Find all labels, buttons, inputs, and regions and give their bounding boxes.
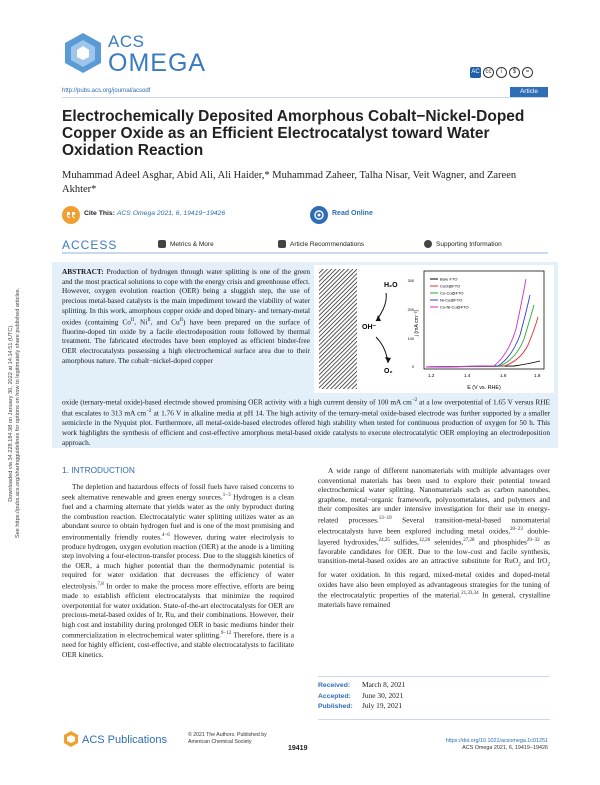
ref-link[interactable]: 13−19 [378, 515, 392, 521]
noncommercial-icon: $ [509, 67, 520, 78]
logo-acs-text: ACS [108, 32, 145, 51]
published-label: Published: [318, 703, 353, 710]
cite-journal[interactable]: ACS Omega [116, 210, 156, 217]
published-date: July 19, 2021 [362, 701, 403, 710]
toc-electrode [319, 269, 357, 389]
publisher-name: ACS Publications [82, 734, 167, 746]
acs-hexagon-icon [62, 32, 104, 74]
ref-link[interactable]: 9−12 [220, 631, 232, 637]
toc-legend-3: Cu-Co@FTO [440, 290, 464, 296]
ref-link[interactable]: 20−23 [510, 526, 523, 532]
download-notice [3, 228, 27, 598]
abstract-text-top: ABSTRACT: Production of hydrogen through water splitting is one of the green and the most practical solutions to cope with the energy crisis and greenhouse effect. However, oxygen evolution reaction (OER) being a sluggish step, the use of precious metal-based catalysts is the main impediment toward the viability of water splitting. In this work, amorphous copper oxide and doped binary- and ternary-metal oxides (containing $Co^{II}$, $Ni^{II}$, and $Cu^{II}$) have been prepared on the surface of fluorine-doped tin oxide by a facile electrodeposition route followed by thermal treatment. The fabricated electrodes have been employed as efficient binder-free OER electrocatalysts possessing a high electrochemical surface area due to their amorphous nature. The cobalt−nickel-doped copper [62, 267, 311, 365]
toc-legend-4: Ni-Cu@FTO [440, 297, 463, 303]
ref-link[interactable]: 7,8 [97, 581, 104, 587]
ref-link[interactable]: 27,28 [463, 537, 475, 543]
journal-url-bar [62, 88, 548, 98]
access-bar [62, 238, 548, 254]
copyright-notice: © 2021 The Authors. Published by American Chemical Society [188, 732, 267, 745]
accepted-label: Accepted: [318, 692, 351, 700]
toc-xtick-2: 1.4 [464, 373, 471, 378]
citation-text [84, 210, 225, 217]
supporting-info-link[interactable]: Supporting Information [436, 241, 502, 248]
author-list: Muhammad Adeel Asghar, Abid Ali, Ali Haider,* Muhammad Zaheer, Talha Nisar, Veit Wagner, and Zareen Akhter* [62, 170, 517, 195]
toc-ytick-1: 0 [411, 365, 414, 369]
journal-logo[interactable] [62, 30, 207, 78]
accepted-date: June 30, 2021 [362, 690, 404, 700]
download-notice-line2: See https://pubs.acs.org/sharingguidelines for options on how to legitimately share published articles. [15, 287, 21, 539]
article-dates [318, 676, 550, 720]
doi-link[interactable]: https://doi.org/10.1021/acsomega.1c01251 [445, 738, 548, 744]
toc-x-label: E (V vs. RHE) [467, 385, 501, 391]
access-heading: ACCESS [62, 238, 118, 252]
ref-link[interactable]: 1−3 [222, 493, 231, 499]
ref-link[interactable]: 24,25 [378, 537, 390, 543]
recommendations-link[interactable]: Article Recommendations [290, 241, 365, 248]
abstract-text-bottom: oxide (ternary-metal oxide)-based electrode showed promising OER activity with a high current density of 100 mA $cm^{-2}$ at a low overpotential of 1.65 V versus RHE that escalates to 313 mA $cm^{-2}$ at 1.76 V in alkaline media at pH 14. The high activity of the ternary-metal oxide-based electrode was further supported by a smaller semicircle in the Nyquist plot. Furthermore, all metal-oxide-based electrodes offered high stability when tested for continuous production of oxygen for 50 h. This work highlights the synthesis of efficient and cost-effective amorphous metal-based oxide catalysts to execute electrocatalytic OER employing an electrodeposition approach. [62, 397, 551, 447]
toc-ytick-4: 300 [407, 279, 414, 283]
author-choice-icon: AC [470, 67, 481, 78]
cite-icon[interactable] [62, 206, 80, 224]
toc-ytick-3: 200 [407, 308, 414, 312]
toc-o2-label: O₂ [384, 368, 393, 375]
supporting-info-icon [424, 240, 432, 248]
ref-link[interactable]: 29−32 [526, 537, 540, 543]
section-heading-introduction: 1. INTRODUCTION [62, 465, 135, 475]
body-column-right [318, 466, 550, 610]
doi-block [446, 738, 548, 752]
toc-xtick-3: 1.6 [500, 373, 507, 378]
body-column-left [62, 466, 294, 659]
toc-chart [408, 271, 544, 391]
journal-url-link[interactable]: http://pubs.acs.org/journal/acsodf [62, 88, 151, 94]
ref-link[interactable]: 4−6 [161, 532, 170, 538]
doi-reference: ACS Omega 2021, 6, 19419−19426 [462, 745, 548, 751]
toc-xtick-4: 1.8 [534, 373, 541, 378]
toc-ytick-2: 100 [407, 337, 414, 341]
article-title: Electrochemically Deposited Amorphous Cobalt−Nickel-Doped Copper Oxide as an Efficient Electrocatalyst toward Water Oxidation Reaction [62, 108, 525, 159]
article-type-badge: Article [510, 87, 548, 97]
toc-legend-5: Co-Ni-Cu@FTO [440, 304, 469, 310]
toc-graphic [314, 265, 554, 393]
creative-commons-icon: cc [483, 67, 494, 78]
read-online-icon[interactable] [310, 206, 328, 224]
toc-y-label: j (mA cm⁻²) [414, 309, 420, 337]
intro-paragraph-1: The depletion and hazardous effects of fossil fuels have raised concerns to seek alternative renewable and green energy sources.$^{1-3}$ Hydrogen is a clean fuel and a charming alternate that yields water as the only byproduct during the combustion reaction. Electrocatalytic water splitting utilizes water as an abundant source to obtain hydrogen fuel and is one of the most promising and environmentally friendly routes.$^{4-6}$ However, during water electrolysis to produce hydrogen, oxygen evolution reaction (OER) at the anode is a limiting step involving a four-electron-transfer process. Due to the sluggish kinetics of the OER, a much higher potential than the thermodynamic potential is required for water oxidation that decreases the efficiency of water electrolysis.$^{7,8}$ In order to make the process more effective, efforts are being made to establish efficient electrocatalysts that minimize the required overpotential for water oxidation. State-of-the-art electrocatalysts for OER are precious-metal-based oxides of Ir, Ru, and their combinations. However, their high cost and instability during prolonged OER in basic mediums hinder their commercialization in electrochemical water splitting.$^{9-12}$ Therefore, there is a need for highly efficient, cost-effective, and stable electrocatalysts to facilitate OER kinetics. [62, 481, 295, 659]
attribution-icon: i [496, 67, 507, 78]
abstract-label: ABSTRACT: [62, 267, 104, 276]
toc-oh-label: OH⁻ [362, 324, 377, 331]
abstract-box [52, 262, 558, 448]
license-icons [470, 67, 533, 79]
received-label: Received: [318, 682, 351, 689]
toc-legend-2: CuO@FTO [440, 283, 461, 289]
cite-bar [62, 206, 548, 224]
acs-publications-icon [62, 730, 80, 748]
toc-legend-1: Bare FTO [440, 276, 458, 282]
recommendations-icon [278, 240, 286, 248]
cite-label: Cite This: [84, 210, 115, 217]
toc-xtick-1: 1.2 [428, 373, 435, 378]
toc-h2o-label: H₂O [384, 282, 398, 289]
cite-reference[interactable]: 2021, 6, 19419−19426 [156, 210, 226, 217]
page-number: 19419 [288, 745, 308, 752]
ref-link[interactable]: 21,33,34 [461, 591, 479, 597]
received-date: March 8, 2021 [362, 680, 406, 689]
noderivatives-icon: = [522, 67, 533, 78]
metrics-icon [158, 240, 166, 248]
download-notice-line1: Downloaded via 34.228.184.98 on January 30, 2022 at 14:14:51 (UTC). [8, 324, 14, 502]
metrics-link[interactable]: Metrics & More [170, 241, 214, 248]
ref-link[interactable]: 12,26 [418, 537, 431, 543]
logo-omega-text: OMEGA [108, 49, 207, 77]
intro-paragraph-2: A wide range of different nanomaterials with multiple advantages over conventional materials has been used to explore their potential toward electrochemical water splitting. Nanomaterials such as carbon nanotubes, graphene, metal−organic framework, polyoxometalates, and polymers and their composites are under intensive investigation for their use in energy-related processes.$^{13-19}$ Several transition-metal-based nanomaterial electrocatalysts have been explored including metal oxides,$^{20-23}$ double-layered hydroxides,$^{24,25}$ sulfides,$^{12,26}$ selenides,$^{27,28}$ and phosphides$^{29-32}$ as favorable candidates for OER. Due to the low-cost and facile synthesis, transition-metal-based oxides are an attractive substitute for RuO$_2$ and IrO$_2$ for water oxidation. In this regard, mixed-metal oxides and doped-metal oxides have also been employed as advantageous strategies for the tuning of the electrocatalytic properties of the material.$^{21,33,34}$ In general, crystalline materials have remained [318, 466, 551, 610]
read-online-button[interactable]: Read Online [332, 210, 373, 217]
